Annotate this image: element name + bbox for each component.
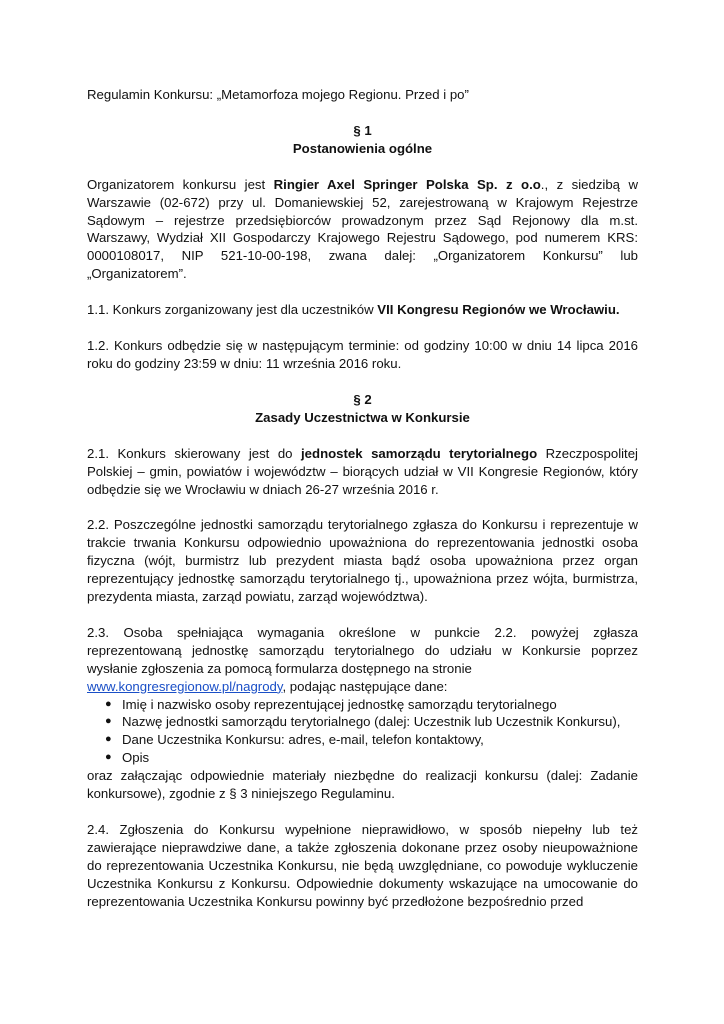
list-item: ● Nazwę jednostki samorządu terytorialnego (dalej: Uczestnik lub Uczestnik Konkursu), [87,713,638,731]
paragraph-2-3-after: oraz załączając odpowiednie materiały niezbędne do realizacji konkursu (dalej: Zadanie konkursowe), zgodnie z § 3 niniejszego Regulaminu. [87,768,638,802]
section-1-heading: Postanowienia ogólne [292,140,433,156]
section-1-number: § 1 [353,122,372,138]
list-item: ● Opis [87,749,638,767]
kongres-link[interactable]: www.kongresregionow.pl/nagrody [87,678,283,694]
section-2-number: § 2 [353,391,372,407]
paragraph-2-2: 2.2. Poszczególne jednostki samorządu terytorialnego zgłasza do Konkursu i reprezentuje w trakcie trwania Konkursu odpowiednio upoważniona do reprezentowania jednostki osoba fizyczna (wójt, burmistrz lub prezydent miasta bądź osoba upoważniona przez organ reprezentujący jednostkę samorządu terytorialnego tj., upoważniona przez wójta, burmistrza, prezydenta miasta, zarząd powiatu, zarząd województwa). [87,517,638,605]
paragraph-2-4: 2.4. Zgłoszenia do Konkursu wypełnione nieprawidłowo, w sposób niepełny lub też zawierające nieprawdziwe dane, a także zgłoszenia dokonane przez osoby nieupoważnione do reprezentowania Uczestnika Konkursu, nie będą uwzględniane, co powoduje wykluczenie Uczestnika Konkursu z Konkursu. Odpowiednie dokumenty wskazujące na umocowanie do reprezentowania Uczestnika Konkursu powinny być przedłożone bezpośrednio przed [87,822,638,909]
document-title: Regulamin Konkursu: „Metamorfoza mojego Regionu. Przed i po” [87,87,469,102]
paragraph-2-3-link-line [87,678,638,696]
list-item: ● Imię i nazwisko osoby reprezentującej jednostkę samorządu terytorialnego [87,696,638,714]
paragraph-2-1-text-start: 2.1. Konkurs skierowany jest do [87,445,302,461]
paragraph-1-1-text: 1.1. Konkurs zorganizowany jest dla uczestników [87,302,378,318]
section-2-heading: Zasady Uczestnictwa w Konkursie [255,409,470,425]
paragraph-2-1-bold: jednostek samorządu terytorialnego [301,445,538,461]
paragraph-2-1-text-rest: Rzeczpospolitej Polskiej – gmin, powiatów i województw – biorących udział w VII Kongresie Regionów, który odbędzie się we Wrocławiu w dniach 26-27 września 2016 r. [87,445,638,497]
paragraph-1-2: 1.2. Konkurs odbędzie się w następującym terminie: od godziny 10:00 w dniu 14 lipca 2016 roku do godziny 23:59 w dniu: 11 września 2016 roku. [87,338,638,371]
list-item: ● Dane Uczestnika Konkursu: adres, e-mail, telefon kontaktowy, [87,731,638,749]
paragraph-1-1 [87,301,638,319]
document-page [87,86,638,911]
paragraph-2-3-link-suffix: , podając następujące dane: [282,678,448,694]
paragraph-2-3-text: 2.3. Osoba spełniająca wymagania określone w punkcie 2.2. powyżej zgłasza reprezentowaną jednostkę samorządu terytorialnego do udziału w Konkursie poprzez wysłanie zgłoszenia za pomocą formularza dostępnego na stronie [87,624,638,676]
paragraph-2-1 [87,445,638,499]
required-data-list [87,696,638,768]
organizer-text-rest: ., z siedzibą w Warszawie (02-672) przy ul. Domaniewskiej 52, zarejestrowaną w Krajowym Rejestrze Sądowym – rejestrze przedsiębiorców prowadzonym przez Sąd Rejonowy dla m.st. Warszawy, Wydział XII Gospodarczy Krajowego Rejestru Sądowego, pod numerem KRS: 0000108017, NIP 521-10-00-198, zwana dalej: „Organizatorem Konkursu” lub „Organizatorem”. [87,176,638,282]
paragraph-1-1-bold: VII Kongresu Regionów we Wrocławiu. [377,302,620,318]
organizer-paragraph [87,176,638,283]
organizer-text-start: Organizatorem konkursu jest [87,176,274,192]
organizer-company-name: Ringier Axel Springer Polska Sp. z o.o [273,176,541,192]
